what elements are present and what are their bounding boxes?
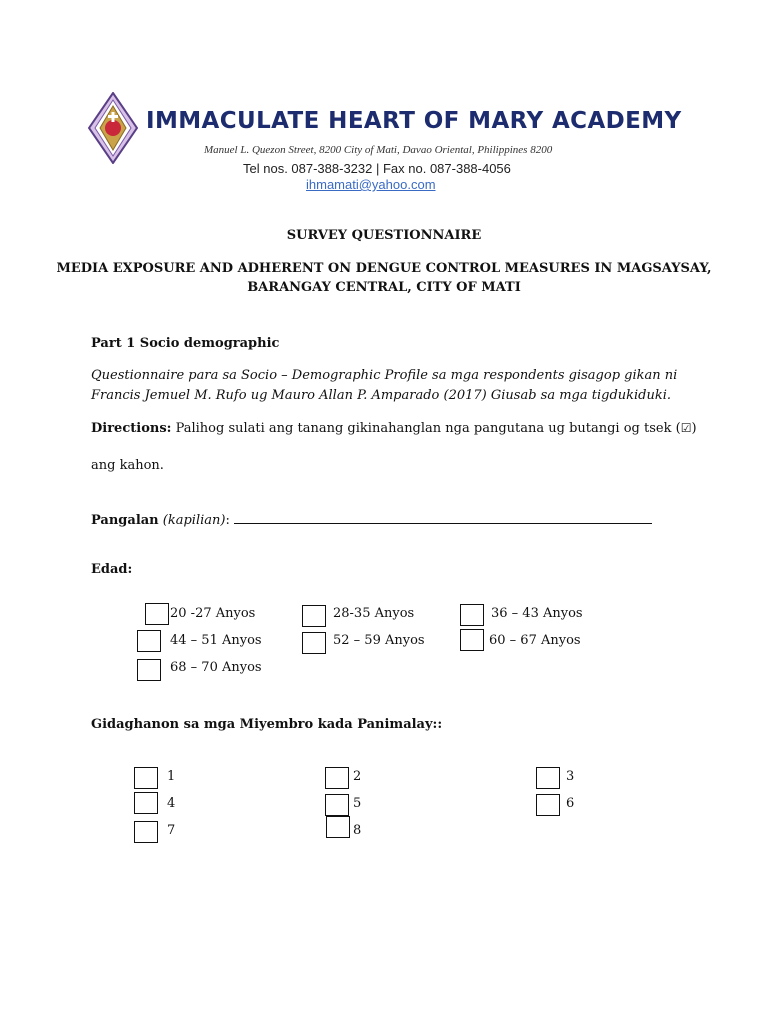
- household-option-checkbox[interactable]: [134, 767, 158, 789]
- age-option-label: 60 – 67 Anyos: [489, 633, 581, 648]
- age-option-label: 20 -27 Anyos: [170, 606, 256, 621]
- household-option-label: 8: [353, 823, 362, 838]
- age-option-label: 36 – 43 Anyos: [491, 606, 583, 621]
- school-email-link[interactable]: ihmamati@yahoo.com: [306, 177, 436, 192]
- name-field-row: [91, 509, 652, 528]
- school-name: IMMACULATE HEART OF MARY ACADEMY: [146, 108, 682, 134]
- household-option-checkbox[interactable]: [536, 767, 560, 789]
- age-option-checkbox[interactable]: [145, 603, 169, 625]
- household-option-label: 4: [167, 796, 176, 811]
- source-note: [91, 366, 691, 406]
- age-option-checkbox[interactable]: [302, 632, 326, 654]
- household-option-label: 7: [167, 823, 176, 838]
- school-address: Manuel L. Quezon Street, 8200 City of Mati, Davao Oriental, Philippines 8200: [204, 144, 553, 156]
- directions-close: ): [691, 421, 697, 436]
- name-label: Pangalan: [91, 513, 159, 528]
- age-option-label: 52 – 59 Anyos: [333, 633, 425, 648]
- household-option-label: 6: [566, 796, 575, 811]
- household-option-checkbox[interactable]: [326, 816, 350, 838]
- household-option-checkbox[interactable]: [325, 767, 349, 789]
- name-colon: :: [225, 513, 230, 528]
- age-option-checkbox[interactable]: [137, 659, 161, 681]
- name-input-line[interactable]: [234, 509, 652, 524]
- age-option-checkbox[interactable]: [302, 605, 326, 627]
- household-option-label: 1: [167, 769, 176, 784]
- age-option-label: 44 – 51 Anyos: [170, 633, 262, 648]
- subtitle-line-2: BARANGAY CENTRAL, CITY OF MATI: [247, 280, 521, 295]
- household-option-checkbox[interactable]: [134, 792, 158, 814]
- household-option-checkbox[interactable]: [325, 794, 349, 816]
- age-option-checkbox[interactable]: [137, 630, 161, 652]
- page-title: SURVEY QUESTIONNAIRE: [286, 228, 482, 243]
- household-option-checkbox[interactable]: [536, 794, 560, 816]
- directions-label: Directions:: [91, 421, 172, 436]
- source-note-line-2: Francis Jemuel M. Rufo ug Mauro Allan P. Amparado (2017) Giusab sa mga tigdukiduki.: [91, 388, 672, 403]
- directions-continuation: ang kahon.: [91, 458, 164, 473]
- household-option-checkbox[interactable]: [134, 821, 158, 843]
- directions: [91, 421, 697, 436]
- household-heading: Gidaghanon sa mga Miyembro kada Panimalay::: [91, 717, 443, 732]
- school-logo: [88, 92, 138, 164]
- check-mark-icon: ☑: [680, 421, 692, 435]
- subtitle-line-1: MEDIA EXPOSURE AND ADHERENT ON DENGUE CONTROL MEASURES IN MAGSAYSAY,: [56, 261, 712, 276]
- age-option-label: 28-35 Anyos: [333, 606, 415, 621]
- source-note-line-1: Questionnaire para sa Socio – Demographic Profile sa mga respondents gisagop gikan ni: [91, 368, 678, 383]
- household-option-label: 2: [353, 769, 362, 784]
- directions-text: Palihog sulati ang tanang gikinahanglan nga pangutana ug butangi og tsek (: [175, 421, 681, 436]
- school-phone: Tel nos. 087-388-3232 | Fax no. 087-388-4056: [243, 161, 511, 176]
- age-heading: Edad:: [91, 562, 133, 577]
- part1-heading: Part 1 Socio demographic: [91, 336, 280, 351]
- household-option-label: 5: [353, 796, 362, 811]
- age-option-checkbox[interactable]: [460, 629, 484, 651]
- survey-subtitle: [0, 259, 768, 297]
- age-option-label: 68 – 70 Anyos: [170, 660, 262, 675]
- name-hint: (kapilian): [162, 513, 226, 528]
- age-option-checkbox[interactable]: [460, 604, 484, 626]
- household-option-label: 3: [566, 769, 575, 784]
